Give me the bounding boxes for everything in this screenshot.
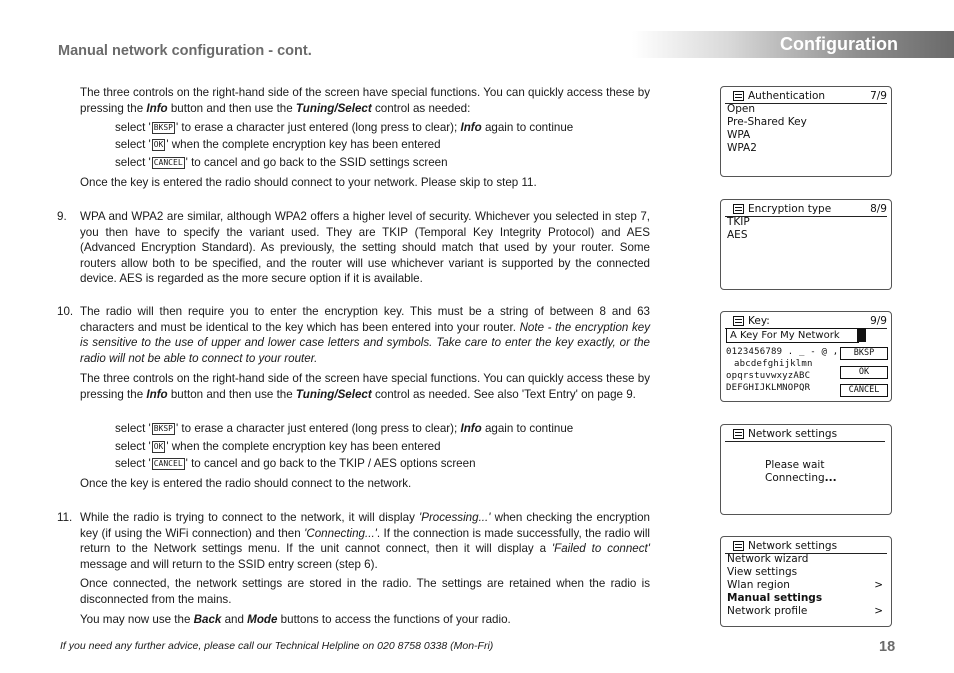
menu-item[interactable]: AES <box>727 229 748 241</box>
ok-key-chip: OK <box>153 442 164 451</box>
step-9-text: WPA and WPA2 are similar, although WPA2 offers a higher level of security. Whichever you selected in step 7, you then have to specify the variant used. They are TKIP (Temporal Key Integrity Protocol) and AES (Advanced Encryption Standard). As previously, the setting should match that used by your router. Some routers allow both to be specified, and the router will use whichever variant is supported by the connected device. AES is regarded as the more secure option if it is available. <box>80 210 650 285</box>
text-cursor <box>857 328 866 342</box>
info-icon <box>733 429 744 439</box>
authentication-screen <box>720 86 892 177</box>
intro-paragraph-2: The three controls on the right-hand side of the screen have special functions. You can quickly access these by pressing the Info button and then use the Tuning/Select control as needed. See also 'Text Entry' on page 9. <box>80 372 650 401</box>
bksp-key-chip: BKSP <box>153 424 173 433</box>
option-cancel-1: select ' CANCEL ' to cancel and go back to the SSID settings screen <box>115 156 448 169</box>
screen-title-bar <box>725 314 887 329</box>
menu-item-network-wizard[interactable]: Network wizard <box>727 553 809 565</box>
once-paragraph-2: Once the key is entered the radio should connect to the network. <box>80 477 412 490</box>
encryption-type-screen <box>720 199 892 290</box>
cancel-key-chip: CANCEL <box>153 459 183 468</box>
keyboard-row-4[interactable]: DEFGHIJKLMNOPQR <box>726 383 811 393</box>
screen-counter: 9/9 <box>870 315 887 327</box>
info-icon <box>733 204 744 214</box>
option-ok-1: select ' OK ' when the complete encryption key has been entered <box>115 138 441 151</box>
screen-counter: 8/9 <box>870 203 887 215</box>
chapter-header-bar <box>632 31 954 58</box>
step-10-number: 10. <box>57 305 74 318</box>
keyboard-row-3[interactable]: opqrstuvwxyzABC <box>726 371 811 381</box>
screen-title-bar <box>725 89 887 104</box>
once-paragraph-1: Once the key is entered the radio should connect to your network. Please skip to step 11. <box>80 176 537 189</box>
screen-title: Network settings <box>748 540 838 552</box>
connecting-screen <box>720 424 892 515</box>
section-title: Manual network configuration - cont. <box>58 43 312 59</box>
page-number: 18 <box>879 639 896 655</box>
intro-paragraph-1: The three controls on the right-hand side of the screen have special functions. You can quickly access these by pressing the Info button and then use the Tuning/Select control as needed: <box>80 86 650 115</box>
screen-title: Key: <box>748 315 770 327</box>
menu-item[interactable]: Pre-Shared Key <box>727 116 807 128</box>
menu-item[interactable]: WPA <box>727 129 751 141</box>
menu-item-view-settings[interactable]: View settings <box>727 566 798 578</box>
screen-title-bar <box>725 202 887 217</box>
menu-item[interactable]: Open <box>727 103 756 115</box>
menu-item[interactable]: WPA2 <box>727 142 757 154</box>
keyboard-row-2[interactable]: abcdefghijklmn <box>734 359 813 369</box>
menu-item-manual-settings[interactable]: Manual settings <box>727 592 823 604</box>
option-bksp-1: select ' BKSP ' to erase a character just entered (long press to clear); Info again to continue <box>115 121 574 134</box>
step-10-text: The radio will then require you to enter the encryption key. This must be a string of between 8 and 63 characters and must be identical to the key which has been entered into your router. Note - the encryption key is sensitive to the use of upper and lower case letters and symbols. Take care to enter the key exactly, or the radio will not be able to connect to your router. <box>80 305 650 365</box>
screen-title-bar <box>725 539 887 554</box>
option-cancel-2: select ' CANCEL ' to cancel and go back to the TKIP / AES options screen <box>115 457 476 470</box>
option-bksp-2: select ' BKSP ' to erase a character just entered (long press to clear); Info again to continue <box>115 422 574 435</box>
screen-title: Authentication <box>748 90 826 102</box>
helpline-footer: If you need any further advice, please call our Technical Helpline on 020 8758 0338 (Mon-Fri) <box>60 640 494 652</box>
menu-item[interactable]: TKIP <box>727 216 750 228</box>
menu-item-wlan-region[interactable]: Wlan region > <box>727 579 883 591</box>
option-ok-2: select ' OK ' when the complete encryption key has been entered <box>115 440 441 453</box>
key-entry-screen <box>720 311 892 402</box>
bksp-key-chip: BKSP <box>153 123 173 132</box>
screen-title: Network settings <box>748 428 838 440</box>
info-icon <box>733 316 744 326</box>
chapter-title: Configuration <box>780 34 898 54</box>
step-9-number: 9. <box>57 210 67 223</box>
chevron-right-icon: > <box>874 605 883 617</box>
keyboard-row-1[interactable]: 0123456789 . _ - @ , <box>726 347 839 357</box>
screen-title-bar <box>725 427 885 442</box>
ok-key-chip: OK <box>153 140 164 149</box>
menu-item-network-profile[interactable]: Network profile > <box>727 605 883 617</box>
please-wait-text: Please wait <box>765 459 825 471</box>
ok-button[interactable]: OK <box>840 366 888 379</box>
cancel-button[interactable]: CANCEL <box>840 384 888 397</box>
key-input[interactable]: A Key For My Network <box>726 328 859 343</box>
step-11-text: While the radio is trying to connect to the network, it will display 'Processing...' when checking the encryption key (if using the WiFi connection) and then 'Connecting...'. If the connection is made successfully, the radio will return to the Network settings menu. If the unit cannot connect, then it will display a 'Failed to connect' message and will return to the SSID entry screen (step 6). <box>80 511 651 571</box>
chevron-right-icon: > <box>874 579 883 591</box>
info-icon <box>733 541 744 551</box>
cancel-key-chip: CANCEL <box>153 158 183 167</box>
final-paragraph: You may now use the Back and Mode buttons to access the functions of your radio. <box>80 613 511 626</box>
info-icon <box>733 91 744 101</box>
connecting-text: Connecting ... <box>765 472 837 484</box>
screen-counter: 7/9 <box>870 90 887 102</box>
once-connected-paragraph: Once connected, the network settings are stored in the radio. The settings are retained when the radio is disconnected from the mains. <box>80 577 650 606</box>
step-11-number: 11. <box>57 511 73 524</box>
network-settings-screen <box>720 536 892 627</box>
bksp-button[interactable]: BKSP <box>840 347 888 360</box>
screen-title: Encryption type <box>748 203 832 215</box>
